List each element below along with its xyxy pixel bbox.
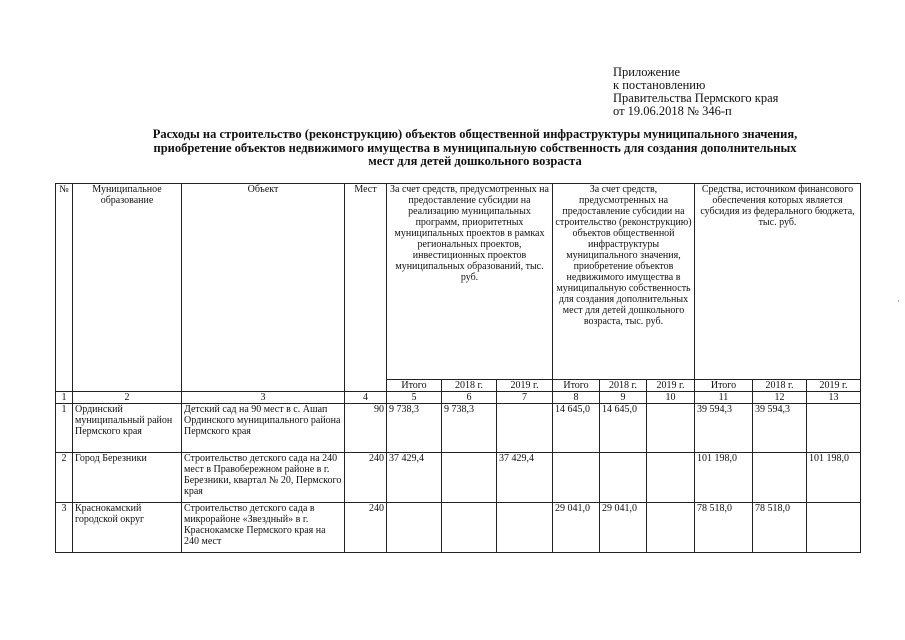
row-municipality: Город Березники: [73, 453, 182, 503]
title-line: Расходы на строительство (реконструкцию) объектов общественной инфраструктуры муниципального значения,: [152, 127, 798, 141]
row-object: Детский сад на 90 мест в с. Ашап Ординского муниципального района Пермского края: [182, 404, 345, 453]
column-number: 12: [753, 392, 807, 404]
cell-g1-2019: [497, 404, 553, 453]
cell-g1-2018: [442, 503, 497, 553]
table-row: [56, 404, 861, 453]
document-title: [60, 128, 890, 169]
column-number: 11: [695, 392, 753, 404]
cell-g2-total: 14 645,0: [553, 404, 600, 453]
header-group-infrastructure-subsidy: За счет средств, предусмотренных на предоставление субсидии на строительство (реконструкцию) объектов общественной инфраструктуры муниципального значения, приобретение объектов недвижимого имущества в муниципальную собственность для создания дополнительных мест для детей дошкольного возраста, тыс. руб.: [553, 184, 695, 380]
row-object: Строительство детского сада в микрорайоне «Звездный» в г. Краснокамске Пермского края на 240 мест: [182, 503, 345, 553]
title-line: приобретение объектов недвижимого имущества в муниципальную собственность для создания дополнительных: [153, 140, 797, 155]
column-number: 9: [600, 392, 647, 404]
appendix-line: Приложение: [613, 65, 681, 79]
header-group-municipal-programs: За счет средств, предусмотренных на предоставление субсидии на реализацию муниципальных программ, приоритетных муниципальных проектов в рамках региональных проектов, инвестиционных проектов муниципальных образований, тыс. руб.: [387, 184, 553, 380]
cell-g3-total: 39 594,3: [695, 404, 753, 453]
cell-g2-2018: 29 041,0: [600, 503, 647, 553]
column-number: 4: [345, 392, 387, 404]
table-row: [56, 453, 861, 503]
cell-g1-total: [387, 503, 442, 553]
cell-g3-2019: 101 198,0: [807, 453, 861, 503]
cell-g3-2018: [753, 453, 807, 503]
cell-g1-total: 9 738,3: [387, 404, 442, 453]
row-municipality: Ординский муниципальный район Пермского края: [73, 404, 182, 453]
cell-g3-2019: [807, 404, 861, 453]
row-places: 90: [345, 404, 387, 453]
header-group-federal-subsidy: Средства, источником финансового обеспечения которых является субсидия из федерального бюджета, тыс. руб.: [695, 184, 861, 380]
cell-g2-total: [553, 453, 600, 503]
cell-g1-2018: [442, 453, 497, 503]
column-number: 10: [647, 392, 695, 404]
cell-g2-2018: [600, 453, 647, 503]
year-header: 2019 г.: [497, 380, 553, 392]
year-header: 2018 г.: [753, 380, 807, 392]
year-header: Итого: [387, 380, 442, 392]
title-line: мест для детей дошкольного возраста: [368, 154, 582, 168]
year-header: 2018 г.: [442, 380, 497, 392]
year-header: 2019 г.: [647, 380, 695, 392]
row-places: 240: [345, 503, 387, 553]
column-number: 8: [553, 392, 600, 404]
header-places: Мест: [345, 184, 387, 392]
expenses-table: [55, 183, 861, 553]
cell-g3-total: 78 518,0: [695, 503, 753, 553]
cell-g3-2019: [807, 503, 861, 553]
header-row: [56, 184, 861, 380]
row-no: 1: [56, 404, 73, 453]
row-places: 240: [345, 453, 387, 503]
header-object: Объект: [182, 184, 345, 392]
appendix-block: [613, 66, 778, 118]
year-header: 2018 г.: [600, 380, 647, 392]
column-number: 7: [497, 392, 553, 404]
cell-g1-2019: [497, 503, 553, 553]
cell-g1-total: 37 429,4: [387, 453, 442, 503]
row-municipality: Краснокамский городской округ: [73, 503, 182, 553]
cell-g1-2018: 9 738,3: [442, 404, 497, 453]
cell-g3-total: 101 198,0: [695, 453, 753, 503]
table-row: [56, 503, 861, 553]
cell-g2-2019: [647, 503, 695, 553]
cell-g1-2019: 37 429,4: [497, 453, 553, 503]
column-number: 1: [56, 392, 73, 404]
appendix-line: к постановлению: [613, 78, 706, 92]
cell-g2-2019: [647, 404, 695, 453]
year-header: 2019 г.: [807, 380, 861, 392]
header-no: №: [56, 184, 73, 392]
column-numbers-row: [56, 392, 861, 404]
cell-g2-2018: 14 645,0: [600, 404, 647, 453]
column-number: 5: [387, 392, 442, 404]
column-number: 6: [442, 392, 497, 404]
row-no: 2: [56, 453, 73, 503]
column-number: 13: [807, 392, 861, 404]
appendix-line: от 19.06.2018 № 346-п: [613, 104, 732, 118]
header-municipality: Муниципальное образование: [73, 184, 182, 392]
row-object: Строительство детского сада на 240 мест в Правобережном районе в г. Березники, квартал № 20, Пермского края: [182, 453, 345, 503]
cell-g2-total: 29 041,0: [553, 503, 600, 553]
scan-mark: ·: [897, 296, 900, 306]
year-header: Итого: [553, 380, 600, 392]
column-number: 2: [73, 392, 182, 404]
appendix-line: Правительства Пермского края: [613, 91, 779, 105]
cell-g3-2018: 78 518,0: [753, 503, 807, 553]
row-no: 3: [56, 503, 73, 553]
column-number: 3: [182, 392, 345, 404]
year-header: Итого: [695, 380, 753, 392]
cell-g3-2018: 39 594,3: [753, 404, 807, 453]
cell-g2-2019: [647, 453, 695, 503]
